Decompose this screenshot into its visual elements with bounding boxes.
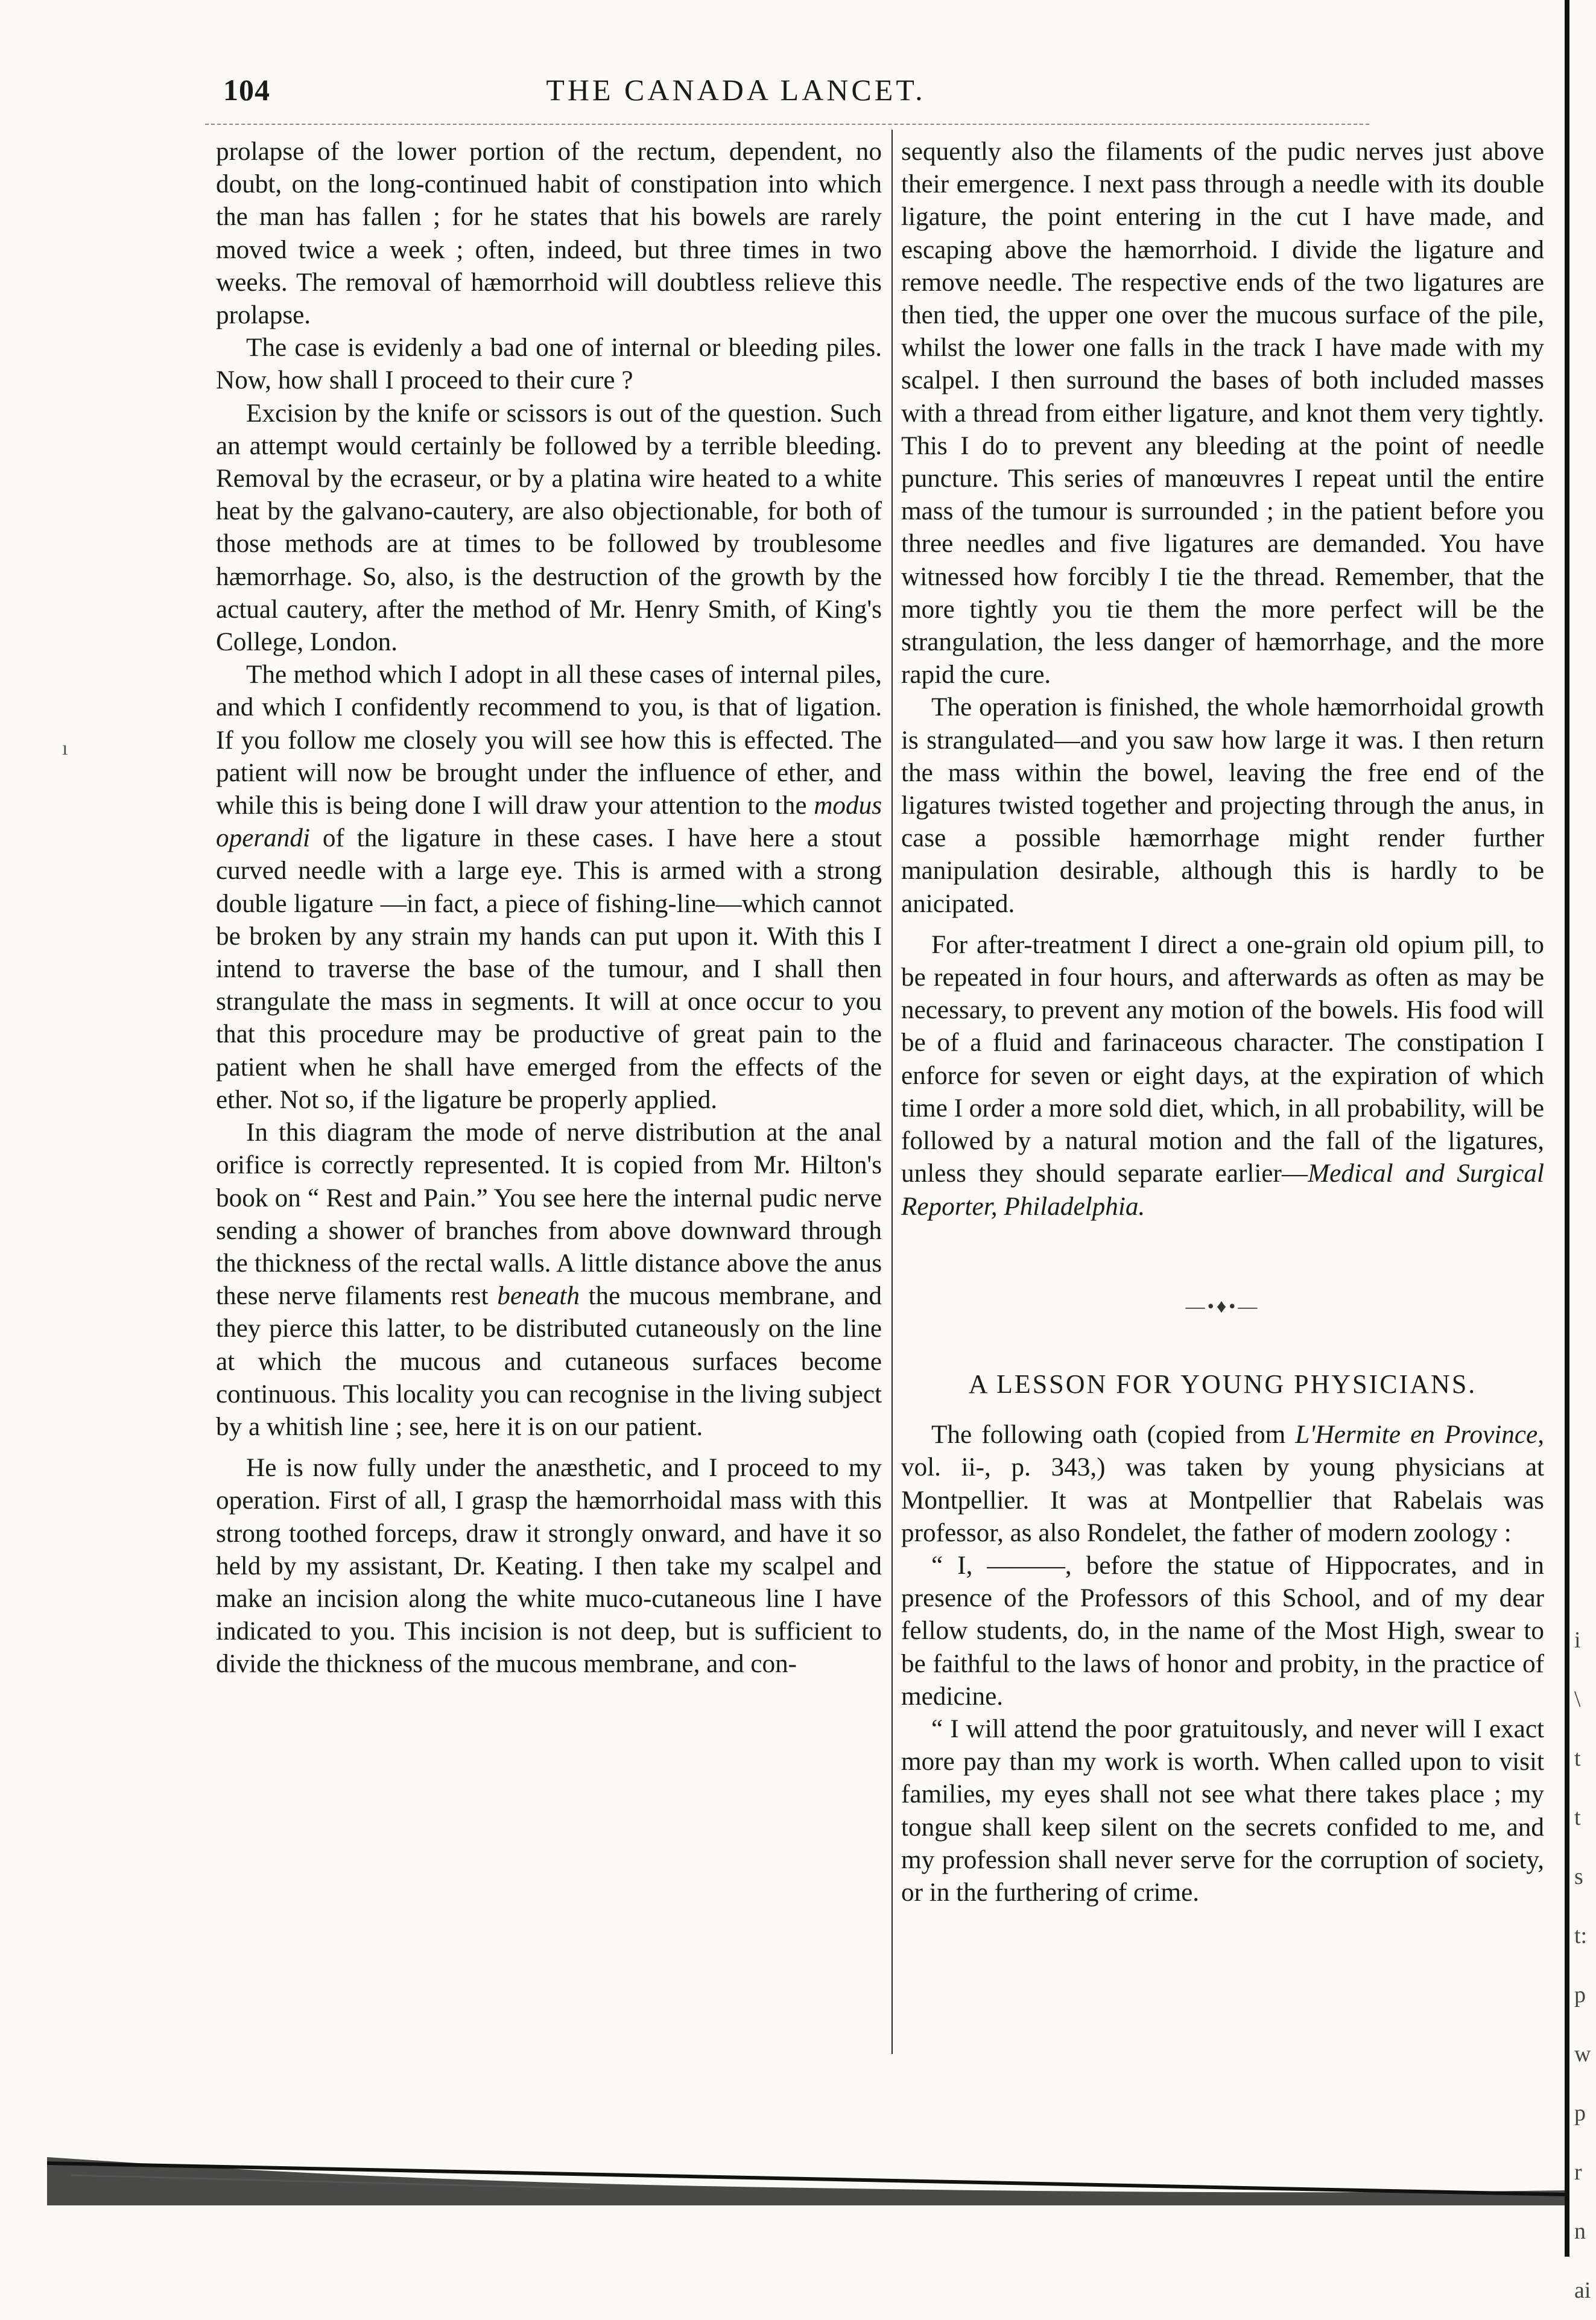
text-run: of the ligature in these cases. I have here a stout curved needle with a large eye. This is armed with a strong double ligature —in fact, a piece of fishing-line—which cannot be broken by any strain my hands can put upon it. With this I intend to traverse the base of the tumour, and I shall then strangulate the mass in segments. It will at once occur to you that this procedure may be productive of great pain to the patient when he shall have emerged from the effects of the ether. Not so, if the ligature be properly applied.: [216, 824, 882, 1114]
text-run: In this diagram the mode of nerve distribution at the anal orifice is correctly represented. It is copied from Mr. Hilton's book on “ Rest and Pain.” You see here the internal pudic nerve sending a shower of branches from above downward through the thickness of the rectal walls. A little distance above the anus these nerve filaments rest: [216, 1118, 882, 1311]
page-header: [223, 72, 1249, 121]
edge-letter: ai: [1574, 2278, 1591, 2303]
italic-term: beneath: [497, 1282, 580, 1311]
page-number: 104: [223, 73, 270, 107]
edge-letter: s: [1574, 1864, 1583, 1889]
paragraph: prolapse of the lower portion of the rectum, dependent, no doubt, on the long-continued habit of constipation into which the man has fallen ; for he states that his bowels are rarely moved twice a week ; often, indeed, but three times in two weeks. The removal of hæmorrhoid will doubtless relieve this prolapse.: [216, 138, 882, 330]
text-run: The method which I adopt in all these cases of internal piles, and which I confidently recommend to you, is that of ligation. If you follow me closely you will see how this is effected. The patient will now be brought under the influence of ether, and while this is being done I will draw your attention to the: [216, 661, 882, 820]
italic-term: modus operandi: [216, 791, 882, 853]
column-divider: [891, 130, 893, 2054]
paragraph: [216, 1117, 882, 1444]
paragraph: [901, 1419, 1544, 1550]
edge-letter: n: [1574, 2219, 1586, 2244]
edge-letter: t: [1574, 1746, 1581, 1771]
edge-letter: i: [1574, 1627, 1581, 1653]
right-column: [901, 136, 1544, 1909]
bottom-scan-border: [47, 2145, 1565, 2205]
text-run: the mucous membrane, and they pierce this latter, to be distributed cutaneously on the line at which the mucous and cutaneous surfaces become continuous. This locality you can recognise in the living subject by a whitish line ; see, here it is on our patient.: [216, 1282, 882, 1441]
edge-letter: r: [1574, 2160, 1582, 2185]
italic-title: L'Hermite en Province: [1295, 1421, 1538, 1450]
journal-title: THE CANADA LANCET.: [546, 73, 926, 107]
text-run: The following oath (copied from: [931, 1421, 1296, 1450]
paragraph: sequently also the filaments of the pudic nerves just above their emergence. I next pass through a needle with its double ligature, the point entering in the cut I have made, and escaping above the hæmorrhoid. I divide the ligature and remove needle. The respective ends of the two ligatures are then tied, the upper one over the mucous surface of the pile, whilst the lower one falls in the track I have made with my scalpel. I then surround the bases of both included masses with a thread from either ligature, and knot them very tightly. This I do to prevent any bleeding at the point of needle puncture. This series of manœuvres I repeat until the entire mass of the tumour is surrounded ; in the patient before you three needles and five ligatures are demanded. You have witnessed how forcibly I tie the thread. Remember, that the more tightly you tie them the more perfect will be the strangulation, the less danger of hæmorrhage, and the more rapid the cure.: [901, 138, 1544, 689]
page-edge-shadow: [1565, 0, 1569, 2257]
paragraph: Excision by the knife or scissors is out of the question. Such an attempt would certainly be followed by a terrible bleeding. Removal by the ecraseur, or by a platina wire heated to a white heat by the galvano-cautery, are also objectionable, for both of those methods are at times to be followed by troublesome hæmorrhage. So, also, is the destruction of the growth by the actual cautery, after the method of Mr. Henry Smith, of King's College, London.: [216, 399, 882, 657]
edge-letter: p: [1574, 1982, 1586, 2008]
section-ornament: —•♦•—: [1185, 1295, 1260, 1317]
paragraph: The operation is finished, the whole hæmorrhoidal growth is strangulated—and you saw how large it was. I then return the mass within the bowel, leaving the free end of the ligatures twisted together and projecting through the anus, in case a possible hæmorrhage might render further manipulation desirable, although this is hardly to be anicipated.: [901, 693, 1544, 918]
section-heading: A LESSON FOR YOUNG PHYSICIANS.: [968, 1369, 1477, 1399]
text-run: For after-treatment I direct a one-grain old opium pill, to be repeated in four hours, and afterwards as often as may be necessary, to prevent any motion of the bowels. His food will be of a fluid and farinaceous character. The constipation I enforce for seven or eight days, at the expiration of which time I order a more sold diet, which, in all probability, will be followed by a natural motion and the fall of the ligatures, unless they should separate earlier—: [901, 930, 1544, 1188]
paragraph: The case is evidenly a bad one of internal or bleeding piles. Now, how shall I proceed to their cure ?: [216, 334, 882, 395]
edge-letter: w: [1574, 2041, 1591, 2067]
text-run: , vol. ii-, p. 343,) was taken by young physicians at Montpellier. It was at Montpellier that Rabelais was professor, as also Rondelet, the father of modern zoology :: [901, 1421, 1544, 1547]
edge-letter: t: [1574, 1805, 1581, 1830]
edge-letter: p: [1574, 2100, 1586, 2126]
header-rule: [205, 124, 1369, 125]
adjacent-page-fragment: [1574, 1611, 1596, 2320]
paragraph: [216, 659, 882, 1117]
paragraph: “ I, ———, before the statue of Hippocrates, and in presence of the Professors of this School, and of my dear fellow students, do, in the name of the Most High, swear to be faithful to the laws of honor and probity, in the practice of medicine.: [901, 1551, 1544, 1711]
left-column: [216, 136, 882, 1681]
edge-letter: t:: [1574, 1923, 1588, 1948]
edge-letter: \: [1574, 1687, 1581, 1712]
paragraph: He is now fully under the anæsthetic, and I proceed to my operation. First of all, I grasp the hæmorrhoidal mass with this strong toothed forceps, draw it strongly onward, and have it so held by my assistant, Dr. Keating. I then take my scalpel and make an incision along the white muco-cutaneous line I have indicated to you. This incision is not deep, but is sufficient to divide the thickness of the mucous membrane, and con-: [216, 1454, 882, 1679]
paragraph: [901, 929, 1544, 1223]
citation: Medical and Surgical Reporter, Philadelphia.: [901, 1159, 1544, 1221]
margin-mark: ı: [62, 737, 68, 759]
paragraph: “ I will attend the poor gratuitously, and never will I exact more pay than my work is worth. When called upon to visit families, my eyes shall not see what there takes place ; my tongue shall keep silent on the secrets confided to me, and my profession shall never serve for the corruption of society, or in the furthering of crime.: [901, 1714, 1544, 1907]
